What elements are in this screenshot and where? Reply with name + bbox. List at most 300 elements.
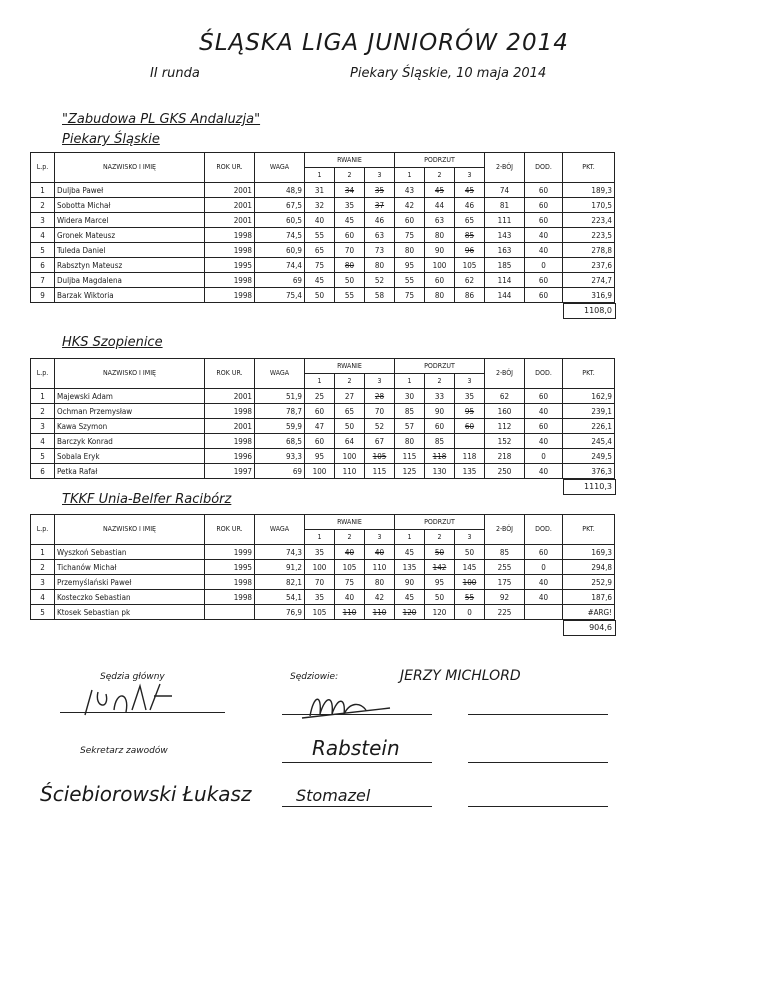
- col-header-year: ROK UR.: [205, 515, 255, 545]
- cell-s2: 40: [335, 590, 365, 605]
- cell-total: 163: [485, 243, 525, 258]
- cell-s1: 47: [305, 419, 335, 434]
- cell-points: 245,4: [563, 434, 615, 449]
- cell-name: Duljba Magdalena: [55, 273, 205, 288]
- cell-name: Rabsztyn Mateusz: [55, 258, 205, 273]
- cell-bonus: 40: [525, 243, 563, 258]
- cell-bonus: 60: [525, 198, 563, 213]
- cell-s3: 73: [365, 243, 395, 258]
- cell-points: 249,5: [563, 449, 615, 464]
- cell-s2: 105: [335, 560, 365, 575]
- cell-s3: 110: [365, 605, 395, 620]
- cell-s3: 67: [365, 434, 395, 449]
- col-header-points: PKT.: [563, 359, 615, 389]
- cell-c3: 95: [455, 404, 485, 419]
- cell-name: Ktosek Sebastian pk: [55, 605, 205, 620]
- cell-weight: 51,9: [255, 389, 305, 404]
- cell-s1: 45: [305, 273, 335, 288]
- cell-s2: 55: [335, 288, 365, 303]
- cell-lp: 4: [31, 590, 55, 605]
- cell-c1: 55: [395, 273, 425, 288]
- team-total-points: 904,6: [563, 620, 616, 636]
- clean-jerk-attempt-2: 2: [425, 374, 455, 389]
- cell-name: Gronek Mateusz: [55, 228, 205, 243]
- cell-c1: 95: [395, 258, 425, 273]
- cell-s1: 100: [305, 464, 335, 479]
- cell-s1: 40: [305, 213, 335, 228]
- table-row: [31, 389, 615, 404]
- cell-s2: 110: [335, 464, 365, 479]
- table-row: [31, 404, 615, 419]
- table-row: [31, 575, 615, 590]
- judge-line-3: [282, 806, 432, 807]
- cell-total: 160: [485, 404, 525, 419]
- cell-c2: 142: [425, 560, 455, 575]
- cell-total: 85: [485, 545, 525, 560]
- snatch-attempt-1: 1: [305, 530, 335, 545]
- table-row: [31, 288, 615, 303]
- cell-s2: 35: [335, 198, 365, 213]
- cell-s3: 40: [365, 545, 395, 560]
- cell-c3: 118: [455, 449, 485, 464]
- col-header-snatch: RWANIE: [305, 153, 395, 168]
- cell-weight: 75,4: [255, 288, 305, 303]
- cell-year: 1998: [205, 273, 255, 288]
- cell-s3: 37: [365, 198, 395, 213]
- cell-total: 143: [485, 228, 525, 243]
- cell-total: 111: [485, 213, 525, 228]
- cell-year: 1998: [205, 575, 255, 590]
- table-row: [31, 228, 615, 243]
- cell-bonus: 0: [525, 258, 563, 273]
- cell-name: Sobotta Michał: [55, 198, 205, 213]
- cell-name: Przemyślański Paweł: [55, 575, 205, 590]
- cell-year: 1998: [205, 288, 255, 303]
- cell-c1: 60: [395, 213, 425, 228]
- cell-total: 112: [485, 419, 525, 434]
- cell-c2: 45: [425, 183, 455, 198]
- secretary-signature: Ściebiorowski Łukasz: [40, 782, 252, 806]
- cell-c2: 95: [425, 575, 455, 590]
- table-row: [31, 464, 615, 479]
- cell-s3: 110: [365, 560, 395, 575]
- clean-jerk-attempt-3: 3: [455, 168, 485, 183]
- col-header-lp: L.p.: [31, 153, 55, 183]
- cell-lp: 3: [31, 575, 55, 590]
- col-header-bonus: DOD.: [525, 515, 563, 545]
- cell-lp: 5: [31, 243, 55, 258]
- cell-c2: 90: [425, 243, 455, 258]
- judge-line-6: [468, 806, 608, 807]
- cell-c2: 90: [425, 404, 455, 419]
- col-header-lp: L.p.: [31, 515, 55, 545]
- col-header-total: 2-BÓJ: [485, 153, 525, 183]
- cell-weight: 91,2: [255, 560, 305, 575]
- col-header-name: NAZWISKO I IMIĘ: [55, 515, 205, 545]
- cell-lp: 1: [31, 183, 55, 198]
- cell-c1: 45: [395, 590, 425, 605]
- cell-s2: 100: [335, 449, 365, 464]
- cell-name: Widera Marcel: [55, 213, 205, 228]
- clean-jerk-attempt-3: 3: [455, 530, 485, 545]
- table-row: [31, 213, 615, 228]
- cell-c3: 55: [455, 590, 485, 605]
- snatch-attempt-3: 3: [365, 530, 395, 545]
- round-label: II runda: [150, 66, 200, 81]
- cell-c1: 115: [395, 449, 425, 464]
- cell-lp: 5: [31, 449, 55, 464]
- snatch-attempt-2: 2: [335, 168, 365, 183]
- cell-weight: 74,4: [255, 258, 305, 273]
- cell-weight: 74,3: [255, 545, 305, 560]
- cell-s1: 55: [305, 228, 335, 243]
- cell-s3: 58: [365, 288, 395, 303]
- cell-year: 1998: [205, 243, 255, 258]
- cell-c2: 50: [425, 545, 455, 560]
- cell-c2: 130: [425, 464, 455, 479]
- cell-total: 92: [485, 590, 525, 605]
- cell-c2: 63: [425, 213, 455, 228]
- cell-s3: 80: [365, 258, 395, 273]
- cell-year: 1999: [205, 545, 255, 560]
- cell-s2: 60: [335, 228, 365, 243]
- cell-total: 218: [485, 449, 525, 464]
- table-row: [31, 183, 615, 198]
- cell-year: 1996: [205, 449, 255, 464]
- cell-lp: 1: [31, 389, 55, 404]
- clean-jerk-attempt-1: 1: [395, 530, 425, 545]
- cell-bonus: 60: [525, 183, 563, 198]
- cell-points: 252,9: [563, 575, 615, 590]
- cell-bonus: 60: [525, 545, 563, 560]
- cell-total: 62: [485, 389, 525, 404]
- col-header-points: PKT.: [563, 515, 615, 545]
- cell-s3: 80: [365, 575, 395, 590]
- team-3-name: TKKF Unia-Belfer Racibórz: [62, 492, 232, 507]
- results-table-team-3: [30, 514, 615, 620]
- cell-year: 2001: [205, 198, 255, 213]
- cell-c3: 35: [455, 389, 485, 404]
- cell-total: 74: [485, 183, 525, 198]
- cell-bonus: 40: [525, 464, 563, 479]
- cell-c3: 50: [455, 545, 485, 560]
- cell-points: 316,9: [563, 288, 615, 303]
- cell-year: 1995: [205, 560, 255, 575]
- cell-s1: 35: [305, 545, 335, 560]
- table-row: [31, 419, 615, 434]
- cell-weight: 48,9: [255, 183, 305, 198]
- cell-s3: 52: [365, 419, 395, 434]
- col-header-bonus: DOD.: [525, 153, 563, 183]
- cell-points: #ARG!: [563, 605, 615, 620]
- clean-jerk-attempt-2: 2: [425, 530, 455, 545]
- judge-signature-3: Stomazel: [296, 786, 371, 805]
- cell-year: 1995: [205, 258, 255, 273]
- cell-lp: 1: [31, 545, 55, 560]
- snatch-attempt-1: 1: [305, 374, 335, 389]
- cell-s2: 34: [335, 183, 365, 198]
- cell-c1: 75: [395, 228, 425, 243]
- cell-year: 2001: [205, 213, 255, 228]
- col-header-total: 2-BÓJ: [485, 515, 525, 545]
- cell-bonus: 60: [525, 419, 563, 434]
- col-header-lp: L.p.: [31, 359, 55, 389]
- cell-c1: 135: [395, 560, 425, 575]
- table-row: [31, 258, 615, 273]
- cell-s2: 80: [335, 258, 365, 273]
- cell-lp: 2: [31, 560, 55, 575]
- col-header-points: PKT.: [563, 153, 615, 183]
- col-header-snatch: RWANIE: [305, 359, 395, 374]
- chief-judge-signature: [80, 680, 190, 720]
- cell-c1: 85: [395, 404, 425, 419]
- cell-name: Barczyk Konrad: [55, 434, 205, 449]
- cell-c2: 85: [425, 434, 455, 449]
- cell-weight: 67,5: [255, 198, 305, 213]
- cell-total: 185: [485, 258, 525, 273]
- cell-name: Tichanów Michał: [55, 560, 205, 575]
- cell-s2: 27: [335, 389, 365, 404]
- cell-s1: 25: [305, 389, 335, 404]
- table-row: [31, 560, 615, 575]
- cell-points: 187,6: [563, 590, 615, 605]
- cell-c3: 105: [455, 258, 485, 273]
- col-header-name: NAZWISKO I IMIĘ: [55, 359, 205, 389]
- cell-name: Kawa Szymon: [55, 419, 205, 434]
- col-header-weight: WAGA: [255, 359, 305, 389]
- judge-line-4: [468, 714, 608, 715]
- place-date: Piekary Śląskie, 10 maja 2014: [350, 66, 547, 81]
- cell-year: 1997: [205, 464, 255, 479]
- cell-c1: 43: [395, 183, 425, 198]
- judge-signature-2: Rabstein: [312, 736, 400, 760]
- snatch-attempt-2: 2: [335, 374, 365, 389]
- col-header-year: ROK UR.: [205, 359, 255, 389]
- judge-line-2: [282, 762, 432, 763]
- cell-s1: 31: [305, 183, 335, 198]
- cell-c3: 46: [455, 198, 485, 213]
- cell-points: 294,8: [563, 560, 615, 575]
- cell-s2: 110: [335, 605, 365, 620]
- cell-year: 1998: [205, 434, 255, 449]
- cell-lp: 3: [31, 213, 55, 228]
- cell-s2: 75: [335, 575, 365, 590]
- cell-s1: 50: [305, 288, 335, 303]
- cell-s1: 95: [305, 449, 335, 464]
- cell-total: 175: [485, 575, 525, 590]
- snatch-attempt-2: 2: [335, 530, 365, 545]
- cell-points: 376,3: [563, 464, 615, 479]
- col-header-weight: WAGA: [255, 153, 305, 183]
- cell-bonus: 60: [525, 273, 563, 288]
- cell-bonus: 40: [525, 434, 563, 449]
- cell-c3: 45: [455, 183, 485, 198]
- cell-c3: 86: [455, 288, 485, 303]
- table-row: [31, 198, 615, 213]
- col-header-clean-jerk: PODRZUT: [395, 153, 485, 168]
- cell-name: Tuleda Daniel: [55, 243, 205, 258]
- cell-s2: 70: [335, 243, 365, 258]
- cell-s3: 70: [365, 404, 395, 419]
- cell-c2: 120: [425, 605, 455, 620]
- cell-s2: 40: [335, 545, 365, 560]
- cell-s2: 45: [335, 213, 365, 228]
- cell-c3: 62: [455, 273, 485, 288]
- cell-s1: 35: [305, 590, 335, 605]
- cell-weight: 78,7: [255, 404, 305, 419]
- cell-weight: 59,9: [255, 419, 305, 434]
- cell-lp: 6: [31, 464, 55, 479]
- cell-c2: 60: [425, 273, 455, 288]
- cell-points: 169,3: [563, 545, 615, 560]
- clean-jerk-attempt-1: 1: [395, 168, 425, 183]
- cell-c3: 65: [455, 213, 485, 228]
- table-row: [31, 243, 615, 258]
- cell-year: 1998: [205, 590, 255, 605]
- page-title: ŚLĄSKA LIGA JUNIORÓW 2014: [199, 30, 569, 56]
- cell-points: 278,8: [563, 243, 615, 258]
- cell-s2: 50: [335, 273, 365, 288]
- cell-lp: 9: [31, 288, 55, 303]
- col-header-clean-jerk: PODRZUT: [395, 359, 485, 374]
- cell-c2: 33: [425, 389, 455, 404]
- cell-c2: 80: [425, 228, 455, 243]
- cell-name: Kosteczko Sebastian: [55, 590, 205, 605]
- cell-s2: 50: [335, 419, 365, 434]
- team-2-name: HKS Szopienice: [62, 335, 163, 350]
- cell-c3: 85: [455, 228, 485, 243]
- cell-s3: 63: [365, 228, 395, 243]
- table-row: [31, 449, 615, 464]
- cell-total: 255: [485, 560, 525, 575]
- col-header-total: 2-BÓJ: [485, 359, 525, 389]
- cell-s1: 100: [305, 560, 335, 575]
- cell-s3: 105: [365, 449, 395, 464]
- cell-c3: 96: [455, 243, 485, 258]
- cell-c2: 50: [425, 590, 455, 605]
- cell-weight: 60,9: [255, 243, 305, 258]
- cell-weight: 68,5: [255, 434, 305, 449]
- cell-s1: 75: [305, 258, 335, 273]
- table-row: [31, 273, 615, 288]
- cell-s3: 28: [365, 389, 395, 404]
- cell-points: 170,5: [563, 198, 615, 213]
- cell-total: 250: [485, 464, 525, 479]
- cell-weight: 60,5: [255, 213, 305, 228]
- cell-lp: 2: [31, 404, 55, 419]
- cell-name: Wyszkoń Sebastian: [55, 545, 205, 560]
- cell-points: 239,1: [563, 404, 615, 419]
- snatch-attempt-1: 1: [305, 168, 335, 183]
- cell-c1: 75: [395, 288, 425, 303]
- cell-year: 2001: [205, 183, 255, 198]
- cell-bonus: 40: [525, 228, 563, 243]
- cell-total: 144: [485, 288, 525, 303]
- cell-weight: 54,1: [255, 590, 305, 605]
- cell-c1: 80: [395, 243, 425, 258]
- cell-bonus: 40: [525, 404, 563, 419]
- cell-name: Majewski Adam: [55, 389, 205, 404]
- col-header-snatch: RWANIE: [305, 515, 395, 530]
- cell-weight: 74,5: [255, 228, 305, 243]
- cell-name: Petka Rafał: [55, 464, 205, 479]
- cell-year: 2001: [205, 419, 255, 434]
- cell-s3: 42: [365, 590, 395, 605]
- cell-weight: 76,9: [255, 605, 305, 620]
- cell-lp: 5: [31, 605, 55, 620]
- cell-c1: 42: [395, 198, 425, 213]
- table-row: [31, 434, 615, 449]
- cell-s1: 60: [305, 434, 335, 449]
- cell-weight: 69: [255, 464, 305, 479]
- cell-name: Barzak Wiktoria: [55, 288, 205, 303]
- chief-judge-label: Sędzia główny: [100, 672, 165, 682]
- cell-c1: 125: [395, 464, 425, 479]
- col-header-name: NAZWISKO I IMIĘ: [55, 153, 205, 183]
- cell-year: 1998: [205, 228, 255, 243]
- cell-bonus: 60: [525, 389, 563, 404]
- cell-s1: 32: [305, 198, 335, 213]
- snatch-attempt-3: 3: [365, 168, 395, 183]
- cell-bonus: 40: [525, 575, 563, 590]
- cell-lp: 6: [31, 258, 55, 273]
- cell-s3: 35: [365, 183, 395, 198]
- cell-weight: 69: [255, 273, 305, 288]
- cell-points: 226,1: [563, 419, 615, 434]
- cell-c1: 120: [395, 605, 425, 620]
- cell-s1: 65: [305, 243, 335, 258]
- table-row: [31, 590, 615, 605]
- cell-points: 223,4: [563, 213, 615, 228]
- cell-bonus: 0: [525, 560, 563, 575]
- judges-label: Sędziowie:: [290, 672, 339, 682]
- cell-year: [205, 605, 255, 620]
- cell-points: 189,3: [563, 183, 615, 198]
- secretary-label: Sekretarz zawodów: [80, 746, 168, 756]
- cell-s3: 115: [365, 464, 395, 479]
- col-header-bonus: DOD.: [525, 359, 563, 389]
- cell-c3: 145: [455, 560, 485, 575]
- cell-bonus: 60: [525, 213, 563, 228]
- col-header-year: ROK UR.: [205, 153, 255, 183]
- cell-bonus: 0: [525, 449, 563, 464]
- team-total-points: 1108,0: [563, 303, 616, 319]
- team-total-points: 1110,3: [563, 479, 616, 495]
- cell-lp: 2: [31, 198, 55, 213]
- cell-bonus: [525, 605, 563, 620]
- cell-lp: 4: [31, 434, 55, 449]
- cell-name: Sobala Eryk: [55, 449, 205, 464]
- cell-c1: 57: [395, 419, 425, 434]
- cell-points: 162,9: [563, 389, 615, 404]
- cell-c2: 80: [425, 288, 455, 303]
- cell-c2: 44: [425, 198, 455, 213]
- cell-points: 223,5: [563, 228, 615, 243]
- cell-s3: 52: [365, 273, 395, 288]
- cell-bonus: 60: [525, 288, 563, 303]
- col-header-clean-jerk: PODRZUT: [395, 515, 485, 530]
- cell-s1: 60: [305, 404, 335, 419]
- snatch-attempt-3: 3: [365, 374, 395, 389]
- team-1-city: Piekary Śląskie: [62, 132, 160, 147]
- cell-total: 114: [485, 273, 525, 288]
- cell-c2: 100: [425, 258, 455, 273]
- cell-lp: 3: [31, 419, 55, 434]
- cell-lp: 7: [31, 273, 55, 288]
- cell-total: 225: [485, 605, 525, 620]
- results-table-team-1: [30, 152, 615, 303]
- results-table-team-2: [30, 358, 615, 479]
